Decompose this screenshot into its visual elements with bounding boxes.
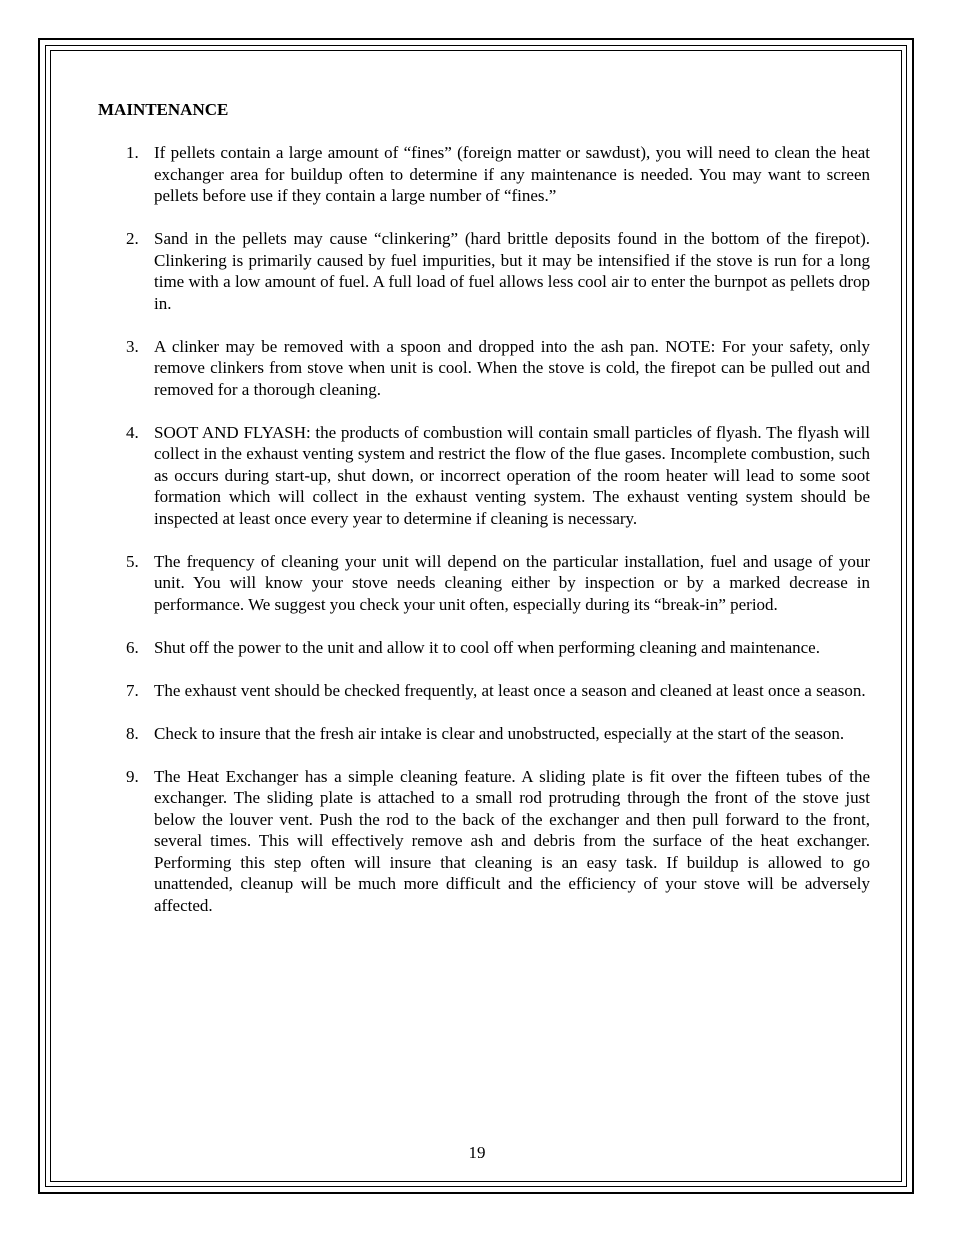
list-item-number: 9. [126,766,139,786]
page-number: 19 [468,1143,486,1162]
list-item-text: If pellets contain a large amount of “fines” (foreign matter or sawdust), you will need to clean the heat exchanger area for buildup often to determine if any maintenance is needed. You may want to screen pellets before use if they contain a large number of “fines.” [154,143,870,205]
list-item-text: The Heat Exchanger has a simple cleaning feature. A sliding plate is fit over the fifteen tubes of the exchanger. The sliding plate is attached to a small rod protruding through the front of the stove just below the louver vent. Push the rod to the back of the exchanger and then pull forward to the front, several times. This will effectively remove ash and debris from the surface of the heat exchanger. Performing this step often will insure that cleaning is an easy task. If buildup is allowed to go unattended, cleanup will be much more difficult and the efficiency of your stove will be adversely affected. [154,766,870,915]
list-item [98,637,870,659]
list-item-text: Sand in the pellets may cause “clinkering” (hard brittle deposits found in the bottom of the firepot). Clinkering is primarily caused by fuel impurities, but it may be intensified if the stove is run for a long time with a low amount of fuel. A full load of fuel allows less cool air to enter the burnpot as pellets drop in. [154,229,870,313]
list-item [98,723,870,745]
list-item-number: 6. [126,637,139,657]
list-item-number: 2. [126,229,139,248]
list-item [98,228,870,314]
list-item [98,551,870,616]
list-item-number: 3. [126,336,139,356]
maintenance-list [98,142,870,938]
list-item-number: 5. [126,551,139,571]
list-item-number: 4. [126,422,139,442]
list-item-text: The exhaust vent should be checked frequently, at least once a season and cleaned at least once a season. [154,680,866,700]
list-item-text: The frequency of cleaning your unit will depend on the particular installation, fuel and usage of your unit. You will know your stove needs cleaning either by inspection or by a marked decrease in performance. We suggest you check your unit often, especially during its “break-in” period. [154,551,870,614]
list-item-text: Shut off the power to the unit and allow it to cool off when performing cleaning and maintenance. [154,637,820,657]
list-item-number: 7. [126,680,139,700]
list-item-number: 1. [126,143,139,162]
list-item-number: 8. [126,723,139,743]
list-item [98,680,870,702]
list-item [98,142,870,207]
list-item-text: Check to insure that the fresh air intake is clear and unobstructed, especially at the start of the season. [154,723,845,743]
list-item-text: A clinker may be removed with a spoon and dropped into the ash pan. NOTE: For your safety, only remove clinkers from stove when unit is cool. When the stove is cold, the firepot can be pulled out and removed for a thorough cleaning. [154,336,870,399]
list-item [98,336,870,401]
section-heading: MAINTENANCE [98,100,229,119]
list-item-text: SOOT AND FLYASH: the products of combustion will contain small particles of flyash. The flyash will collect in the exhaust venting system and restrict the flow of the flue gases. Incomplete combustion, such as occurs during start-up, shut down, or incorrect operation of the room heater will lead to some soot formation which will collect in the exhaust venting system. The exhaust venting system should be inspected at least once every year to determine if cleaning is necessary. [154,422,870,528]
list-item [98,422,870,530]
list-item [98,766,870,917]
